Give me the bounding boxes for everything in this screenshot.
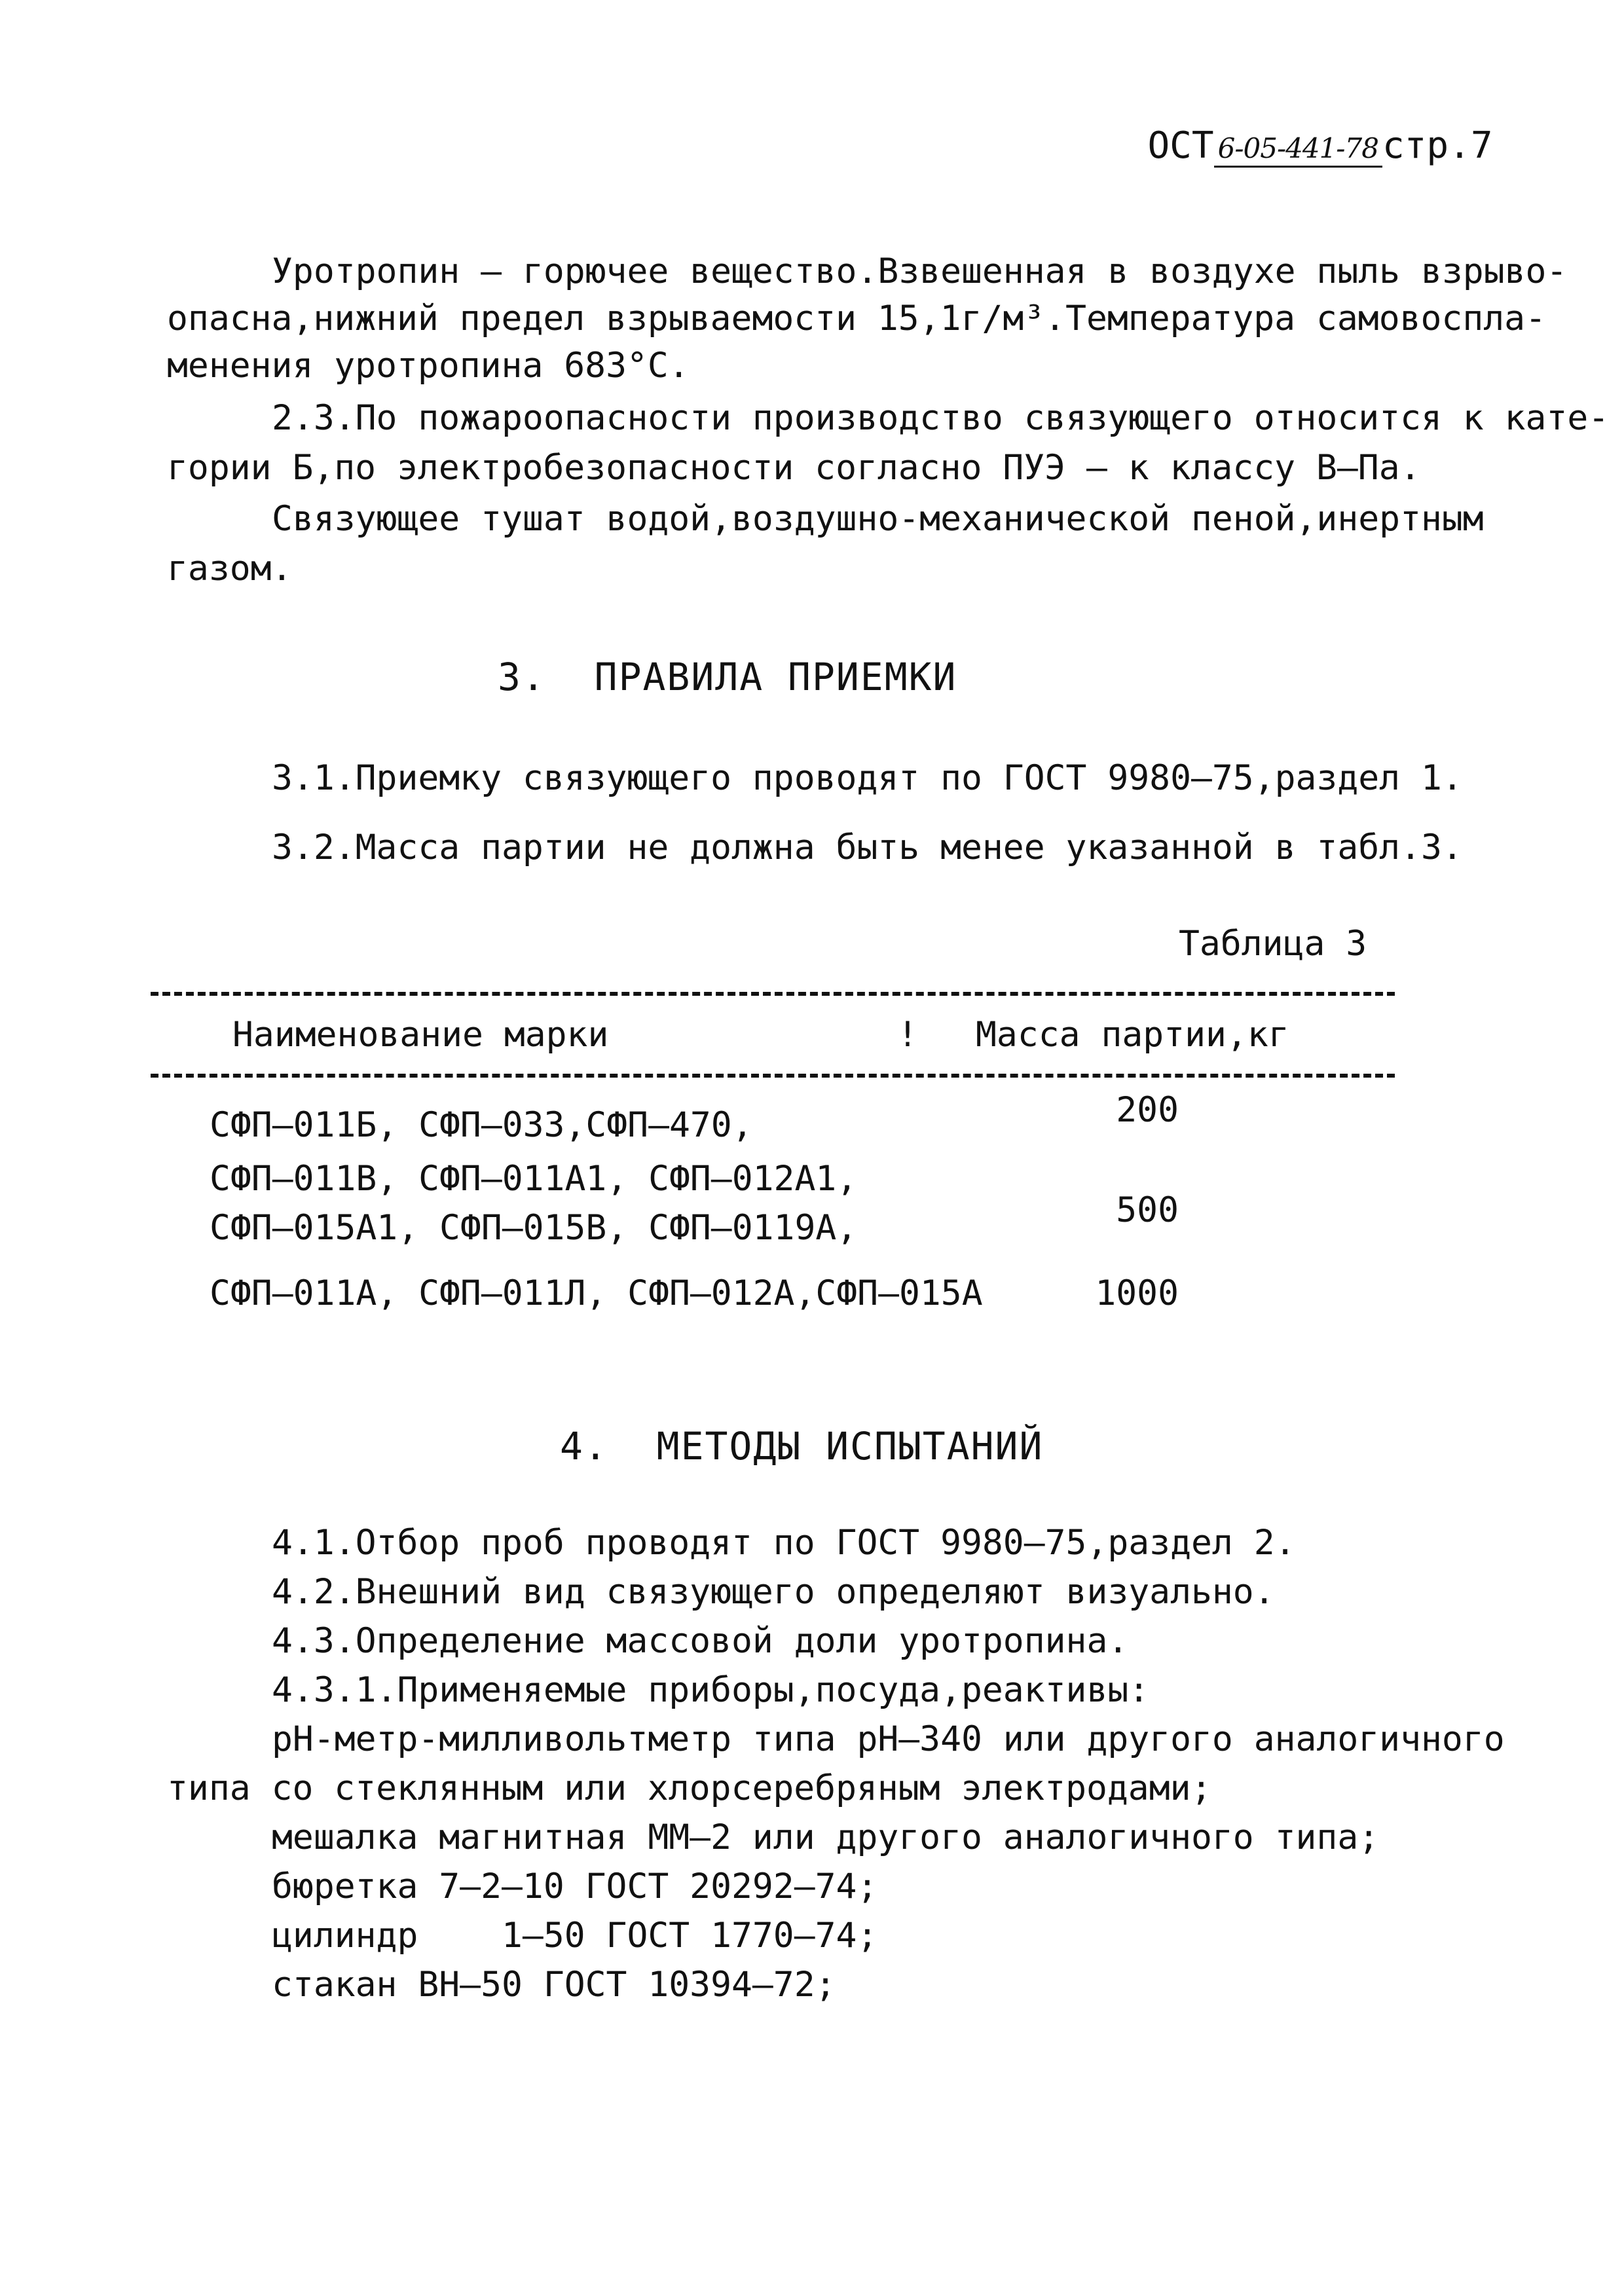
s2-line-4: 2.3.По пожароопасности производство связующего относится к кате- xyxy=(272,398,1610,438)
table-col-separator: ! xyxy=(897,1015,918,1055)
s2-line-2: опасна,нижний предел взрываемости 15,1г/м³.Температура самовоспла- xyxy=(167,299,1546,338)
table-row-3-grades: СФП–011А, СФП–011Л, СФП–012А,СФП–015А xyxy=(210,1273,983,1313)
table-row-1-grades: СФП–011Б, СФП–033,СФП–470, xyxy=(210,1105,753,1145)
s4-line-3: 4.3.Определение массовой доли уротропина. xyxy=(272,1621,1129,1661)
page-header xyxy=(1103,82,1493,167)
table-top-rule xyxy=(151,992,1395,996)
s4-line-10: стакан ВН–50 ГОСТ 10394–72; xyxy=(272,1965,836,2005)
s2-line-5: гории Б,по электробезопасности согласно ПУЭ – к классу В–Па. xyxy=(167,448,1421,488)
s4-line-8: бюретка 7–2–10 ГОСТ 20292–74; xyxy=(272,1867,878,1906)
table-row-2-grades-b: СФП–015А1, СФП–015В, СФП–0119А, xyxy=(210,1208,858,1248)
s4-line-5: рН-метр-милливольтметр типа рН–340 или другого аналогичного xyxy=(272,1719,1505,1759)
s4-line-9: цилиндр 1–50 ГОСТ 1770–74; xyxy=(272,1916,878,1956)
table-header-rule xyxy=(151,1074,1395,1078)
s2-line-3: менения уротропина 683°С. xyxy=(167,346,690,386)
s4-line-2: 4.2.Внешний вид связующего определяют визуально. xyxy=(272,1572,1275,1612)
table-col2-header: Масса партии,кг xyxy=(976,1015,1289,1055)
table-row-3-mass: 1000 xyxy=(1095,1273,1179,1313)
section-4-heading: 4. МЕТОДЫ ИСПЫТАНИЙ xyxy=(560,1424,1044,1468)
s2-line-1: Уротропин – горючее вещество.Взвешенная в воздухе пыль взрыво- xyxy=(272,251,1568,291)
s4-line-7: мешалка магнитная ММ–2 или другого аналогичного типа; xyxy=(272,1817,1380,1857)
s4-line-1: 4.1.Отбор проб проводят по ГОСТ 9980–75,раздел 2. xyxy=(272,1523,1296,1563)
s4-line-4: 4.3.1.Применяемые приборы,посуда,реактивы: xyxy=(272,1670,1150,1710)
s2-line-7: газом. xyxy=(167,549,293,589)
table-caption: Таблица 3 xyxy=(1179,924,1367,964)
table-row-2-mass: 500 xyxy=(1116,1190,1179,1230)
page-number: стр.7 xyxy=(1382,124,1493,167)
table-col1-header: Наименование марки xyxy=(232,1015,609,1055)
standard-code-handwritten: 6-05-441-78 xyxy=(1214,132,1382,168)
table-row-2-grades-a: СФП–011В, СФП–011А1, СФП–012А1, xyxy=(210,1159,858,1199)
section-3-p2: 3.2.Масса партии не должна быть менее указанной в табл.3. xyxy=(272,828,1463,867)
s2-line-6: Связующее тушат водой,воздушно-механической пеной,инертным xyxy=(272,499,1484,539)
section-3-p1: 3.1.Приемку связующего проводят по ГОСТ 9980–75,раздел 1. xyxy=(272,758,1463,798)
s4-line-6: типа со стеклянным или хлорсеребряным электродами; xyxy=(167,1768,1212,1808)
standard-code-prefix: ОСТ xyxy=(1147,124,1214,167)
section-3-heading: 3. ПРАВИЛА ПРИЕМКИ xyxy=(498,655,957,699)
table-row-1-mass: 200 xyxy=(1116,1090,1179,1130)
